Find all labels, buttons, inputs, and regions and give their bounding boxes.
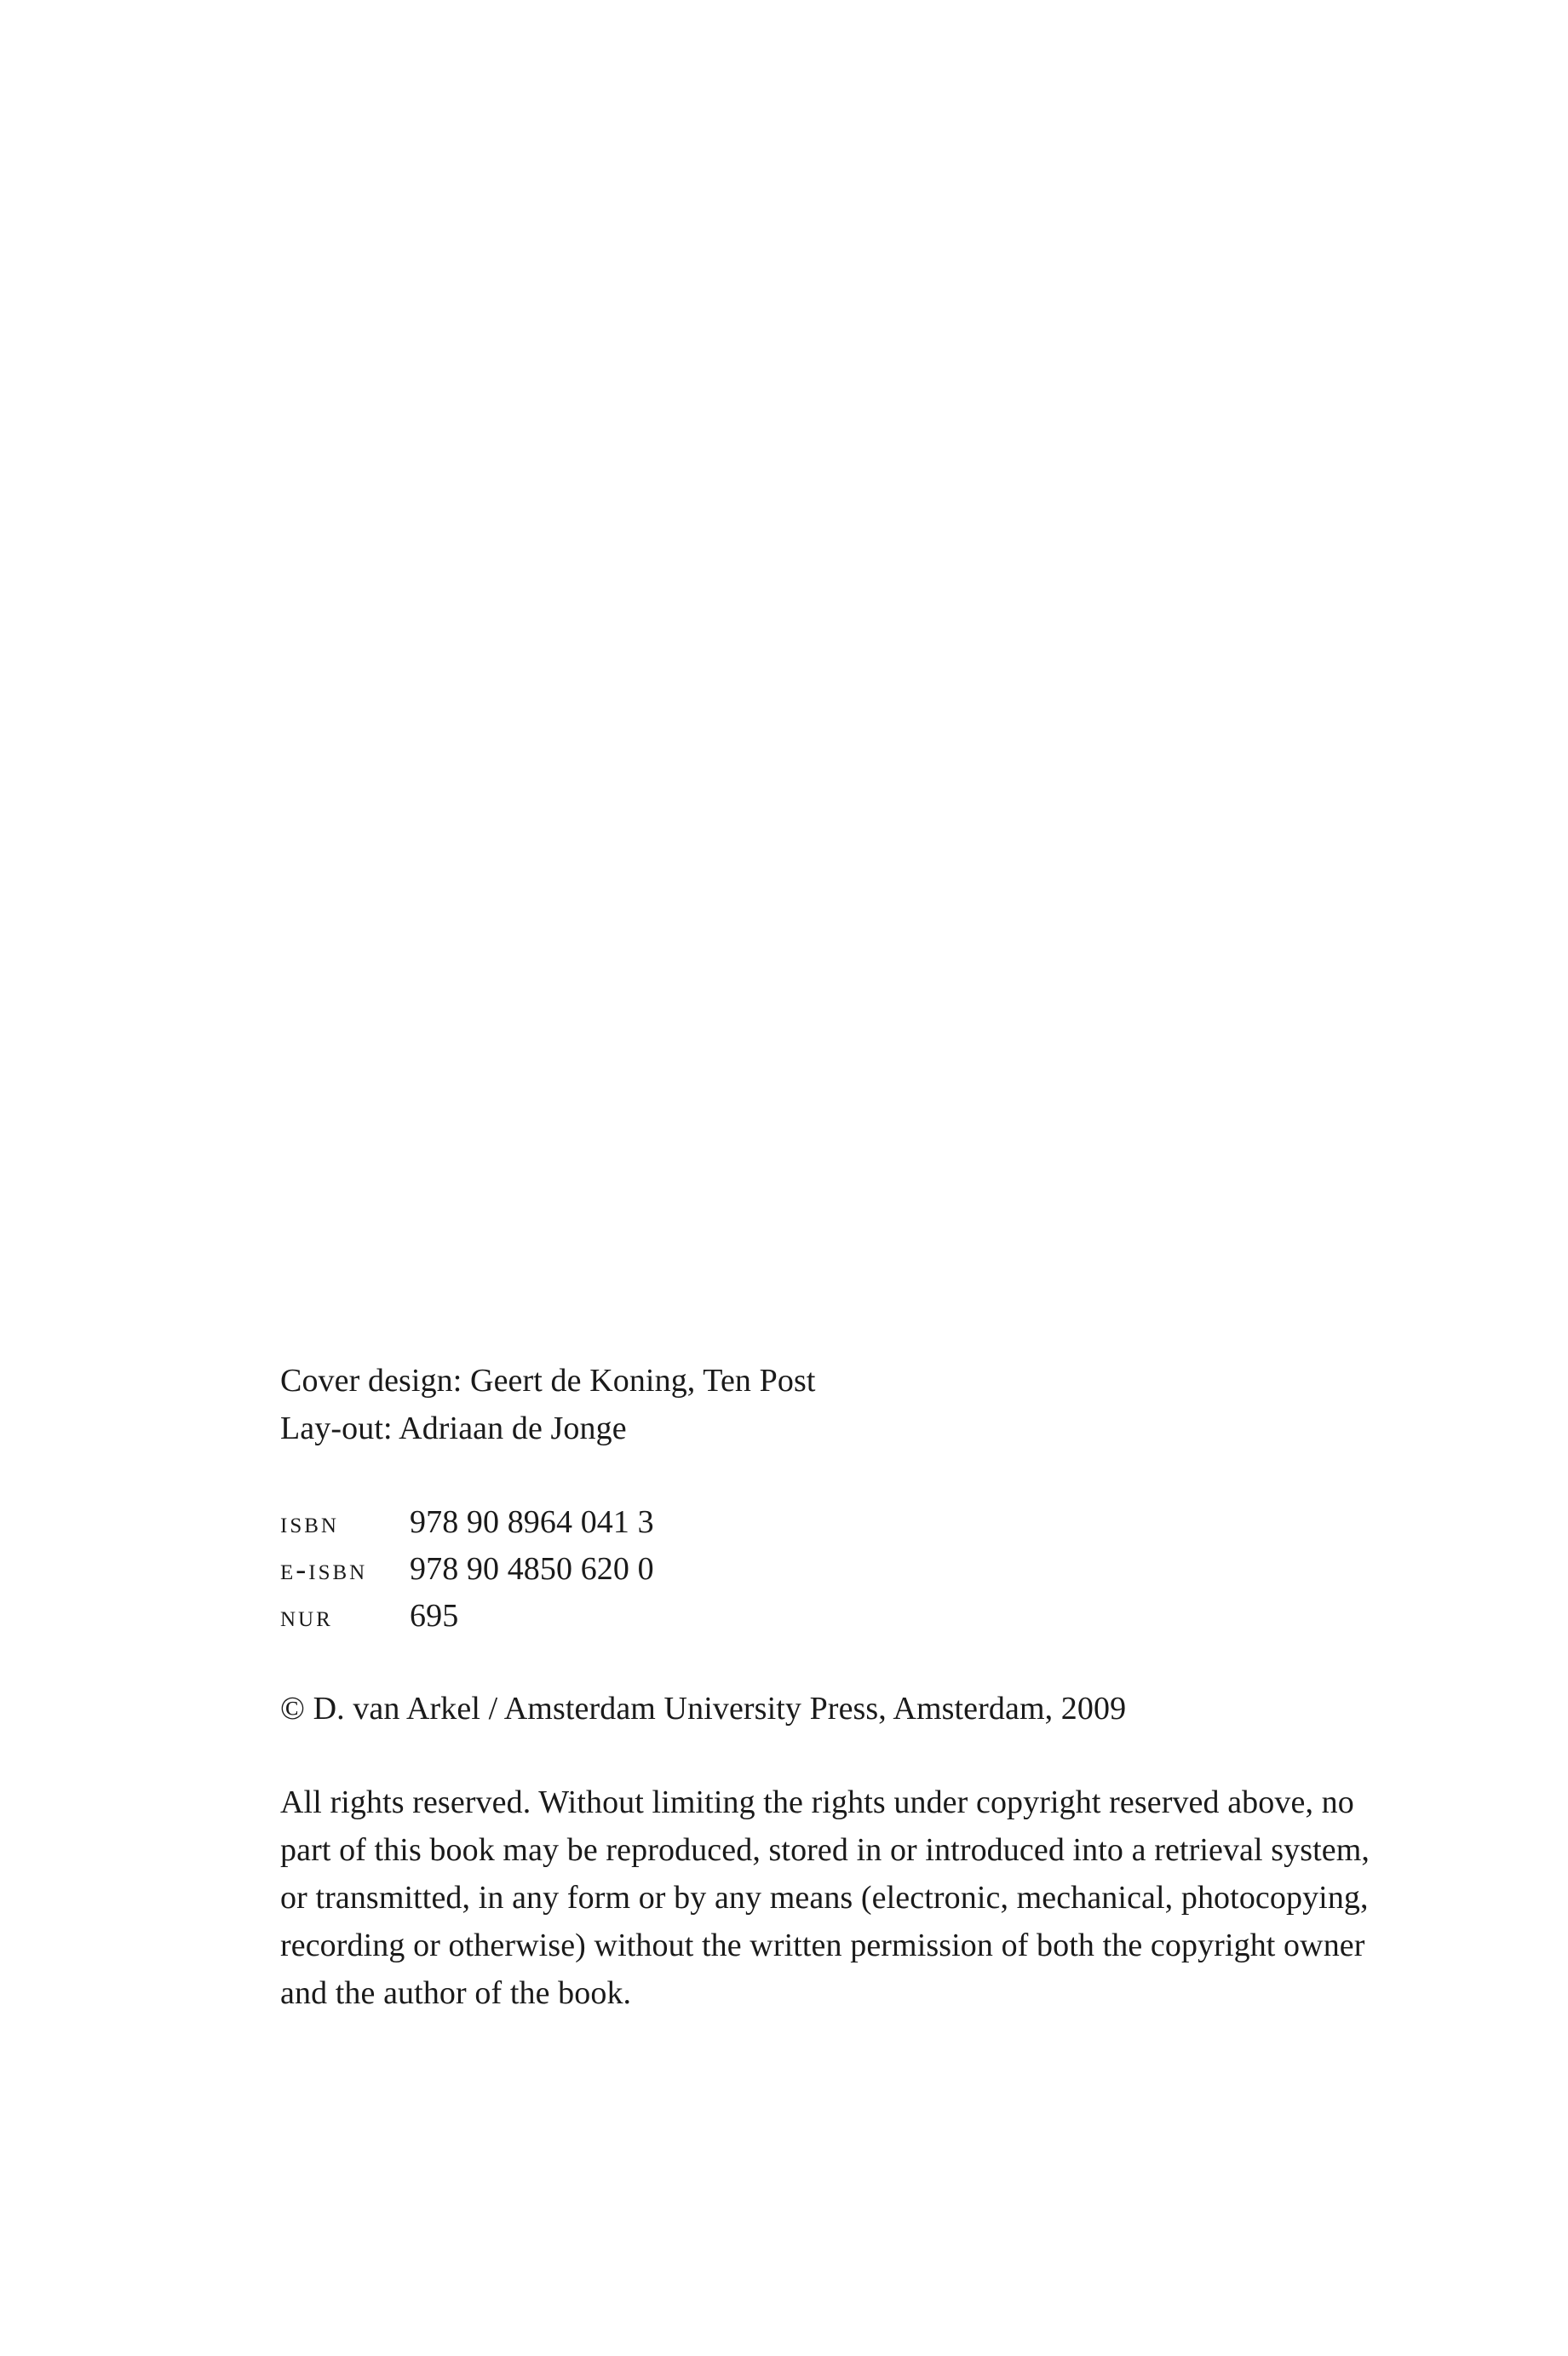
rights-line: part of this book may be reproduced, stored in or introduced into a retrieval system,	[280, 1832, 1370, 1868]
isbn-label: isbn	[280, 1505, 339, 1539]
e-isbn-value: 978 90 4850 620 0	[410, 1551, 654, 1587]
identifier-row-e-isbn	[280, 1545, 1404, 1592]
layout-credit: Lay-out: Adriaan de Jonge	[280, 1411, 627, 1446]
colophon-block	[280, 1357, 1404, 2017]
e-isbn-label: e-isbn	[280, 1552, 368, 1586]
nur-value: 695	[410, 1598, 459, 1634]
nur-label: nur	[280, 1599, 333, 1633]
rights-line: and the author of the book.	[280, 1975, 632, 2011]
copyright-notice: © D. van Arkel / Amsterdam University Press, Amsterdam, 2009	[280, 1691, 1127, 1727]
cover-design-credit: Cover design: Geert de Koning, Ten Post	[280, 1363, 816, 1399]
identifier-table	[280, 1498, 1404, 1639]
rights-line: or transmitted, in any form or by any means (electronic, mechanical, photocopying,	[280, 1880, 1369, 1916]
rights-line: recording or otherwise) without the written permission of both the copyright owner	[280, 1928, 1365, 1963]
rights-line: All rights reserved. Without limiting the rights under copyright reserved above, no	[280, 1784, 1354, 1820]
identifier-row-isbn	[280, 1498, 1404, 1545]
rights-statement	[280, 1778, 1404, 2017]
identifier-row-nur	[280, 1592, 1404, 1639]
isbn-value: 978 90 8964 041 3	[410, 1504, 654, 1540]
